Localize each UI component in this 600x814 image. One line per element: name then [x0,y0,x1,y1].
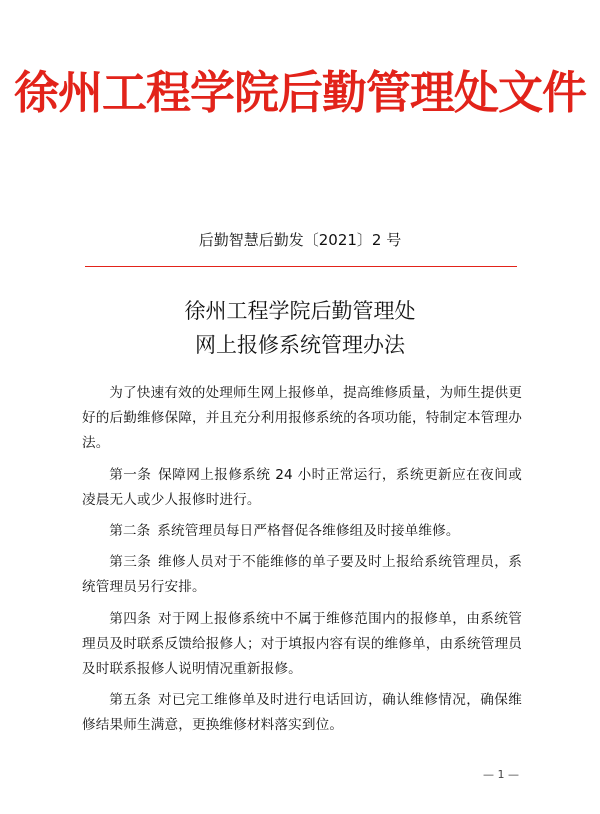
paragraph-article-1 [82,463,522,513]
article-4-label: 第四条 [109,610,152,627]
issuing-office-header: 徐州工程学院后勤管理处文件 [13,66,586,119]
article-4-text: 对于网上报修系统中不属于维修范围内的报修单，由系统管理员及时联系反馈给报修人；对于填报内容有误的维修单，由系统管理员及时联系报修人说明情况重新报修。 [82,610,522,678]
paragraph-preamble-text: 为了快速有效的处理师生网上报修单，提高维修质量，为师生提供更好的后勤维修保障，并且充分利用报修系统的各项功能，特制定本管理办法。 [82,385,522,452]
article-5-text: 对已完工维修单及时进行电话回访，确认维修情况，确保维修结果师生满意，更换维修材料落实到位。 [82,692,522,734]
article-3-text: 维修人员对于不能维修的单子要及时上报给系统管理员，系统管理员另行安排。 [82,554,522,596]
document-title-line-1: 徐州工程学院后勤管理处 [184,299,416,323]
article-2-label: 第二条 [109,523,151,540]
red-divider-line [85,266,517,267]
article-2-text: 系统管理员每日严格督促各维修组及时接单维修。 [157,523,460,540]
article-1-label: 第一条 [109,466,152,483]
paragraph-article-3 [82,550,522,600]
article-3-label: 第三条 [109,554,152,571]
document-title [0,294,600,362]
paragraph-article-2 [82,519,522,544]
document-body [82,381,522,745]
article-5-label: 第五条 [109,692,152,709]
paragraph-article-5 [82,688,522,738]
document-title-line-2: 网上报修系统管理办法 [195,333,405,357]
paragraph-article-4 [82,607,522,683]
article-1-text: 保障网上报修系统 24 小时正常运行，系统更新应在夜间或凌晨无人或少人报修时进行。 [82,466,523,508]
paragraph-preamble [82,381,522,457]
page-number: — 1 — [483,768,519,781]
document-number: 后勤智慧后勤发〔2021〕2 号 [198,231,402,249]
